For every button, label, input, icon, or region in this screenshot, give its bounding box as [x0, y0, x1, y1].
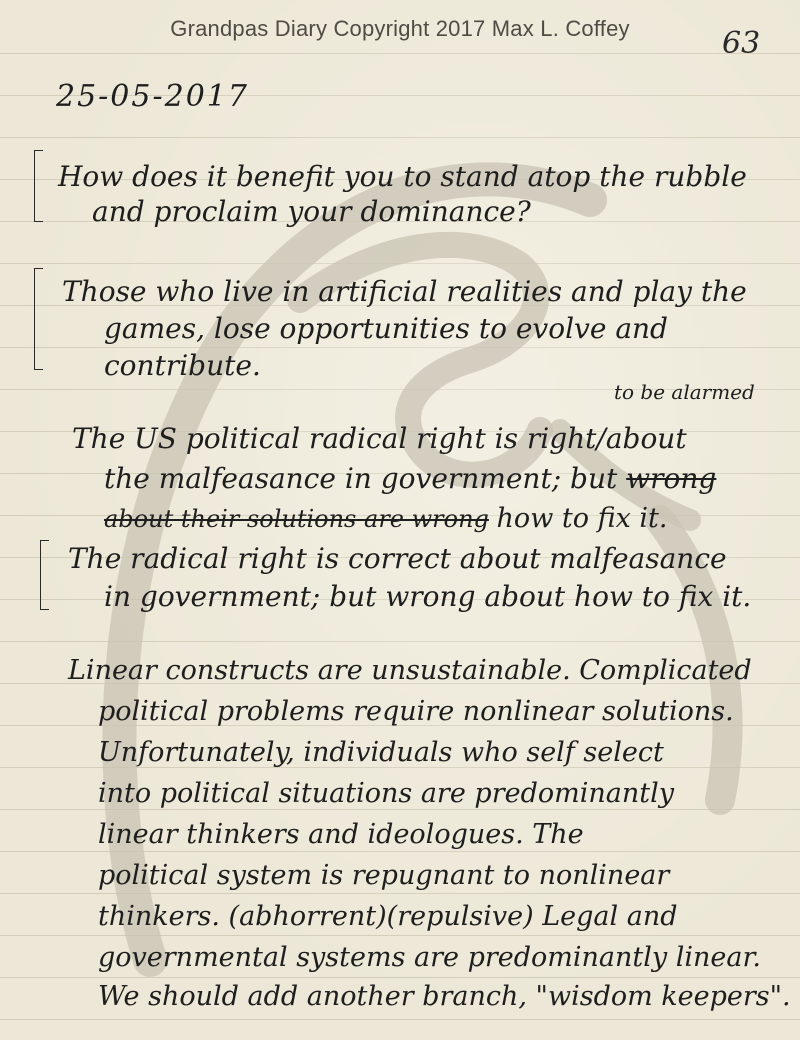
- bracket-3: [40, 540, 49, 610]
- p3-line2: [104, 462, 717, 495]
- p3-struck-word: wrong: [626, 462, 717, 495]
- page-number: 63: [722, 26, 761, 61]
- entry-date: 25-05-2017: [56, 79, 249, 114]
- q2-line2: games, lose opportunities to evolve and: [104, 312, 668, 345]
- page-header: Grandpas Diary Copyright 2017 Max L. Coffey: [170, 16, 630, 41]
- p5-line7: thinkers. (abhorrent)(repulsive) Legal and: [98, 901, 678, 932]
- p5-line5: linear thinkers and ideologues. The: [98, 819, 584, 850]
- p5-line8: governmental systems are predominantly linear.: [98, 942, 762, 973]
- p3-struck-phrase: about their solutions are wrong: [104, 505, 489, 533]
- q1-line2: and proclaim your dominance?: [92, 195, 531, 228]
- bracket-2: [34, 268, 43, 370]
- p4-line1: The radical right is correct about malfeasance: [68, 542, 727, 575]
- p5-line1: Linear constructs are unsustainable. Complicated: [68, 655, 752, 686]
- p3-line3-text: how to fix it.: [496, 503, 668, 534]
- p5-line6: political system is repugnant to nonlinear: [98, 860, 670, 891]
- p4-line2: in government; but wrong about how to fix it.: [104, 580, 752, 613]
- p3-line1: The US political radical right is right/about: [72, 422, 687, 455]
- q2-line3: contribute.: [104, 349, 261, 382]
- p5-line4: into political situations are predominantly: [98, 778, 674, 809]
- p3-line2-text: the malfeasance in government; but: [104, 462, 618, 495]
- insert-above: to be alarmed: [614, 380, 755, 404]
- q1-line1: How does it benefit you to stand atop the rubble: [58, 160, 747, 193]
- p5-line2: political problems require nonlinear solutions.: [98, 696, 734, 727]
- p5-line9: We should add another branch, "wisdom keepers".: [98, 981, 791, 1012]
- p3-line3: [104, 505, 667, 532]
- bracket-1: [34, 150, 43, 222]
- q2-line1: Those who live in artificial realities and play the: [62, 275, 747, 308]
- p5-line3: Unfortunately, individuals who self select: [98, 737, 664, 768]
